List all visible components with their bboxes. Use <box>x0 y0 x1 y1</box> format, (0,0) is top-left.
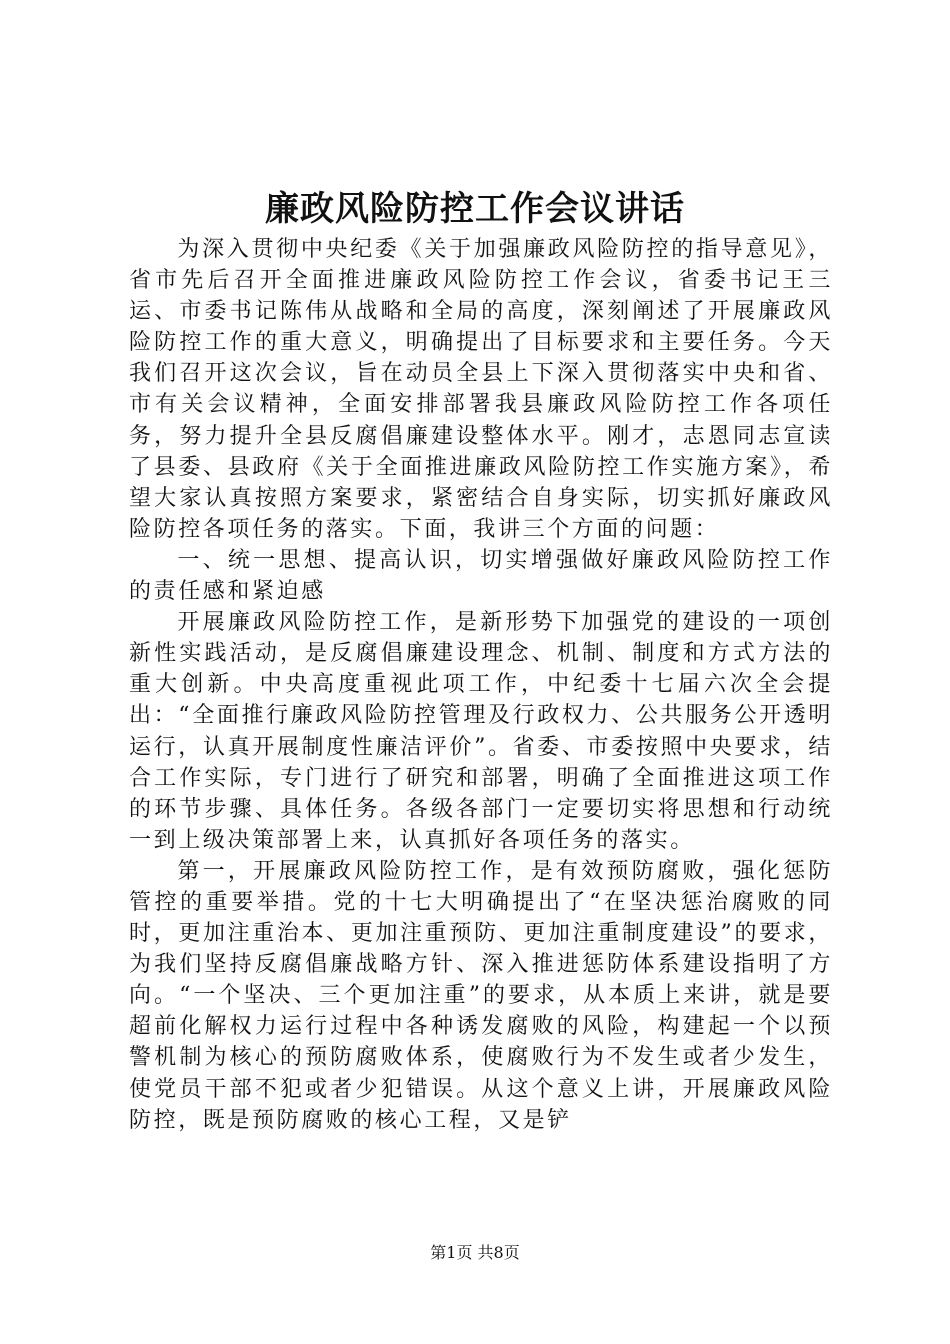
page-number-footer: 第1页 共8页 <box>430 1243 520 1262</box>
paragraph-intro: 为深入贯彻中央纪委《关于加强廉政风险防控的指导意见》，省市先后召开全面推进廉政风险防控工作会议，省委书记王三运、市委书记陈伟从战略和全局的高度，深刻阐述了开展廉政风险防控工作的重大意义，明确提出了目标要求和主要任务。今天我们召开这次会议，旨在动员全县上下深入贯彻落实中央和省、市有关会议精神，全面安排部署我县廉政风险防控工作各项任务，努力提升全县反腐倡廉建设整体水平。刚才，志恩同志宣读了县委、县政府《关于全面推进廉政风险防控工作实施方案》，希望大家认真按照方案要求，紧密结合自身实际，切实抓好廉政风险防控各项任务的落实。下面，我讲三个方面的问题： <box>129 237 833 542</box>
paragraph-first-point: 第一，开展廉政风险防控工作，是有效预防腐败，强化惩防管控的重要举措。党的十七大明确提出了“在坚决惩治腐败的同时，更加注重治本、更加注重预防、更加注重制度建设”的要求，为我们坚持反腐倡廉战略方针、深入推进惩防体系建设指明了方向。“一个坚决、三个更加注重”的要求，从本质上来讲，就是要超前化解权力运行过程中各种诱发腐败的风险，构建起一个以预警机制为核心的预防腐败体系，使腐败行为不发生或者少发生，使党员干部不犯或者少犯错误。从这个意义上讲，开展廉政风险防控，既是预防腐败的核心工程，又是铲 <box>129 858 833 1133</box>
section-heading-1: 一、统一思想、提高认识，切实增强做好廉政风险防控工作的责任感和紧迫感 <box>129 547 833 605</box>
paragraph-section-1: 开展廉政风险防控工作，是新形势下加强党的建设的一项创新性实践活动，是反腐倡廉建设理念、机制、制度和方式方法的重大创新。中央高度重视此项工作，中纪委十七届六次全会提出：“全面推行廉政风险防控管理及行政权力、公共服务公开透明运行，认真开展制度性廉洁评价”。省委、市委按照中央要求，结合工作实际，专门进行了研究和部署，明确了全面推进这项工作的环节步骤、具体任务。各级各部门一定要切实将思想和行动统一到上级决策部署上来，认真抓好各项任务的落实。 <box>129 610 833 853</box>
document-title: 廉政风险防控工作会议讲话 <box>265 189 685 229</box>
document-body <box>129 234 833 1136</box>
